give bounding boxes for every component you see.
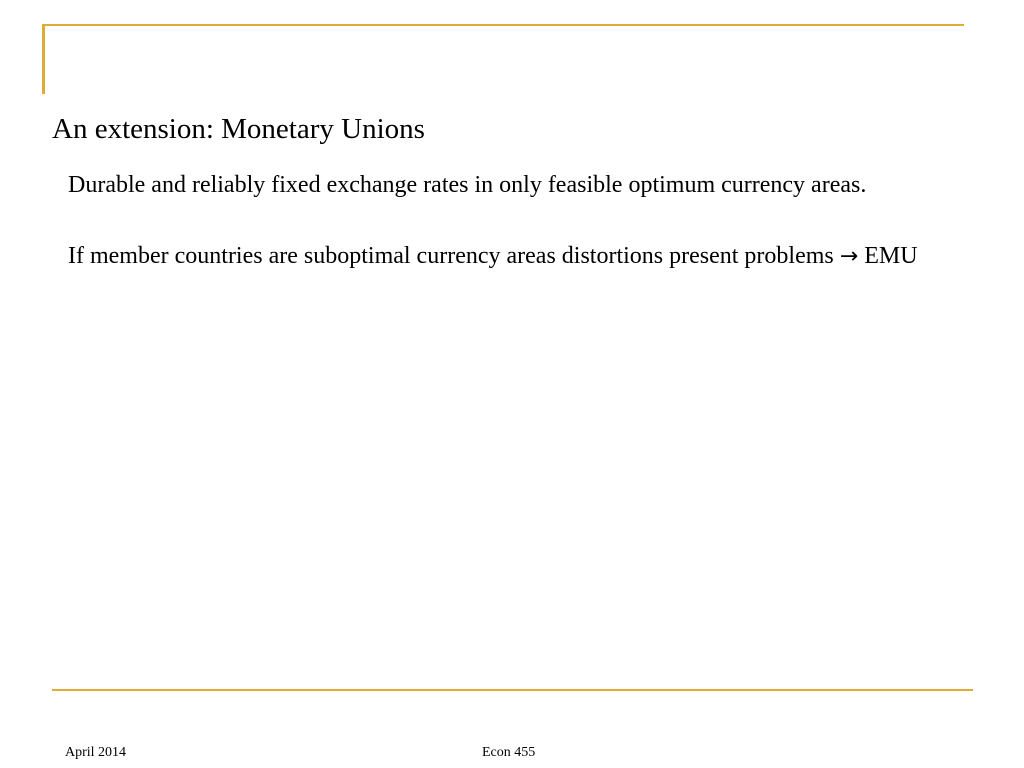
body-paragraph-2 (68, 241, 993, 272)
left-accent-rule (42, 24, 45, 94)
body-paragraph-2-tail: EMU (858, 243, 918, 269)
footer-course: Econ 455 (482, 745, 536, 760)
body-paragraph-1: Durable and reliably fixed exchange rates in only feasible optimum currency areas. (68, 172, 867, 198)
slide-body (68, 170, 993, 272)
right-arrow-icon: → (839, 244, 859, 269)
top-accent-rule (42, 24, 964, 26)
bottom-accent-rule (52, 689, 973, 691)
slide-title: An extension: Monetary Unions (52, 113, 425, 145)
footer-date: April 2014 (65, 745, 127, 760)
body-paragraph-2-text: If member countries are suboptimal currency areas distortions present problems (68, 243, 840, 269)
